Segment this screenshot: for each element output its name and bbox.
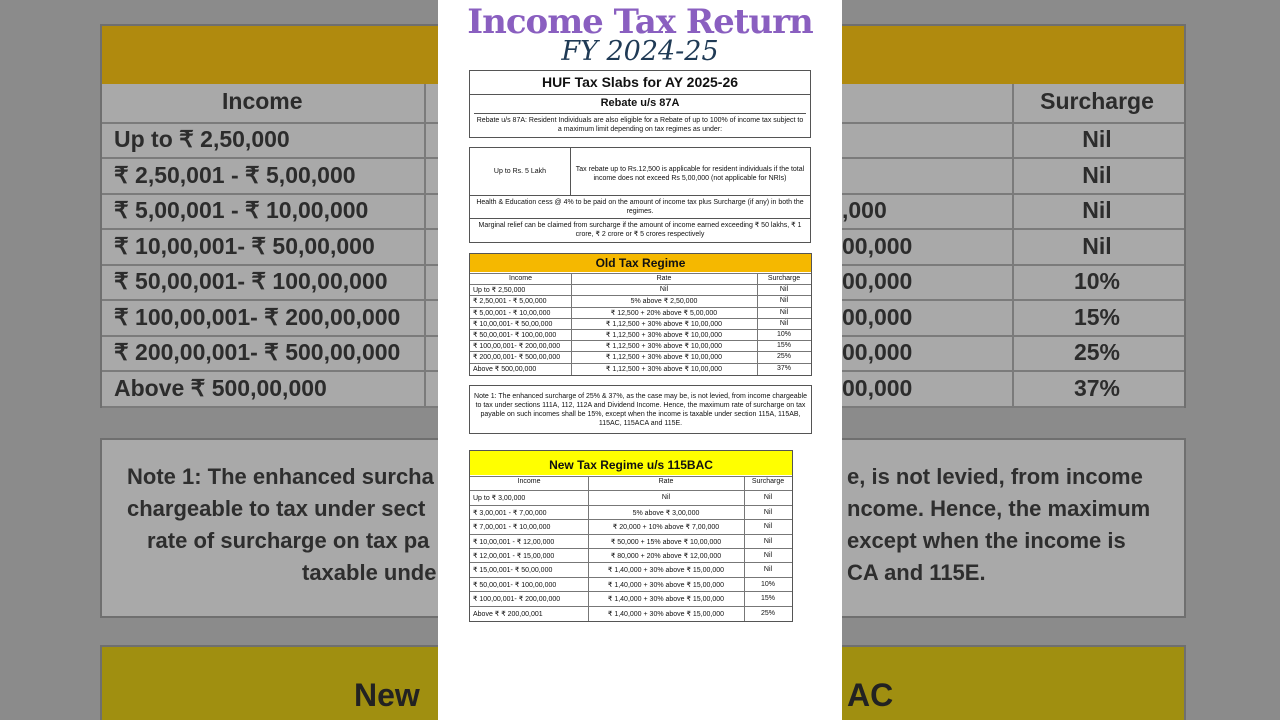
old-regime-table — [469, 253, 812, 376]
income-cell: Up to ₹ 3,00,000 — [473, 495, 526, 503]
table-row — [470, 363, 811, 375]
bg-rate-cell: 00,000 — [842, 374, 913, 401]
bg-surcharge-cell: 25% — [1073, 339, 1121, 365]
rebate-heading: Rebate u/s 87A — [470, 94, 810, 109]
column-divider — [757, 273, 758, 375]
surcharge-cell: 15% — [776, 342, 791, 350]
bg-income-cell: Up to ₹ 2,50,000 — [114, 126, 290, 152]
rate-cell: ₹ 1,40,000 + 30% above ₹ 15,00,000 — [607, 596, 725, 604]
bg-income-cell: Above ₹ 500,00,000 — [114, 374, 327, 401]
rebate-detail: Tax rebate up to Rs.12,500 is applicable for resident individuals if the total income does not exceed Rs 5,00,000 (not applicable for NRIs) — [575, 166, 805, 182]
rate-cell: ₹ 1,12,500 + 30% above ₹ 10,00,000 — [605, 320, 723, 328]
rebate-limit: Up to Rs. 5 Lakh — [470, 148, 571, 195]
bg-rate-cell: ,000 — [842, 197, 887, 223]
bg-income-cell: ₹ 5,00,001 - ₹ 10,00,000 — [114, 197, 369, 223]
rate-cell: ₹ 12,500 + 20% above ₹ 5,00,000 — [610, 309, 718, 317]
marginal-relief-text: Marginal relief can be claimed from surcharge if the amount of income earned exceeding ₹ 50 lakhs, ₹ 1 crore, ₹ 2 crore or ₹ 5 crores respectively — [470, 218, 810, 239]
bg-head-income: Income — [222, 88, 303, 114]
rate-cell: ₹ 1,12,500 + 30% above ₹ 10,00,000 — [605, 332, 723, 339]
surcharge-cell: 10% — [776, 331, 791, 338]
cess-text: Health & Education cess @ 4% to be paid on the amount of income tax plus Surcharge (if any) in both the regimes. — [470, 195, 810, 216]
surcharge-cell: Nil — [763, 566, 773, 574]
bg-rate-cell: 00,000 — [842, 232, 913, 259]
bg-surcharge-cell: Nil — [1082, 161, 1112, 188]
bg-surcharge-cell: Nil — [1082, 232, 1112, 259]
background-new-regime: New AC — [100, 645, 1186, 720]
new_regime-col-header: Rate — [658, 478, 674, 485]
bg-income-cell: ₹ 50,00,001- ₹ 100,00,000 — [114, 268, 388, 294]
bg-income-cell: ₹ 10,00,001- ₹ 50,00,000 — [114, 232, 375, 259]
surcharge-cell: Nil — [779, 297, 789, 305]
surcharge-cell: Nil — [779, 286, 789, 294]
old_regime-col-header: Surcharge — [767, 275, 801, 282]
column-divider — [571, 273, 572, 375]
rate-cell: ₹ 50,000 + 15% above ₹ 10,00,000 — [610, 538, 722, 546]
new-regime-table — [469, 450, 793, 622]
bg-income-cell: ₹ 100,00,001- ₹ 200,00,000 — [114, 303, 401, 330]
note-box — [469, 385, 812, 434]
bg-surcharge-cell: 10% — [1073, 268, 1121, 294]
bg-rate-cell: 00,000 — [842, 303, 913, 330]
income-cell: ₹ 3,00,001 - ₹ 7,00,000 — [473, 509, 547, 517]
surcharge-cell: Nil — [763, 523, 773, 531]
income-cell: ₹ 15,00,001- ₹ 50,00,000 — [473, 567, 553, 575]
surcharge-cell: 25% — [776, 353, 791, 361]
bg-rate-cell: 00,000 — [842, 268, 913, 294]
income-cell: ₹ 100,00,001- ₹ 200,00,000 — [473, 343, 561, 351]
surcharge-cell: Nil — [763, 494, 773, 502]
note-text: Note 1: The enhanced surcharge of 25% & 37%, as the case may be, is not levied, from income chargeable to tax under sections 111A, 112, 112A and Dividend Income. Hence, the maximum rate of surcharge on tax payable on such incomes shall be 15%, except when the income is taxable under section 115A, 115AB, 115AC, 115ACA and 115E. — [474, 393, 807, 427]
bg-income-cell: ₹ 2,50,001 - ₹ 5,00,000 — [114, 161, 356, 188]
surcharge-cell: Nil — [779, 319, 789, 327]
new_regime-col-header: Surcharge — [751, 478, 785, 485]
rate-cell: Nil — [661, 494, 671, 502]
huf-heading: HUF Tax Slabs for AY 2025-26 — [541, 74, 739, 90]
old-regime-heading: Old Tax Regime — [470, 254, 811, 272]
income-cell: ₹ 50,00,001- ₹ 100,00,000 — [473, 581, 557, 589]
income-cell: ₹ 10,00,001 - ₹ 12,00,000 — [473, 538, 555, 546]
surcharge-cell: 15% — [760, 595, 775, 603]
bg-surcharge-cell: Nil — [1082, 126, 1112, 152]
background-note: Note 1: The enhanced surcha chargeable to tax under sect rate of surcharge on tax pa taxable unde e, is not levied, from income ncome. Hence, the maximum except when the income is CA and 115E. — [100, 438, 1186, 618]
rate-cell: ₹ 1,12,500 + 30% above ₹ 10,00,000 — [605, 365, 723, 373]
rate-cell: ₹ 20,000 + 10% above ₹ 7,00,000 — [612, 524, 720, 532]
surcharge-cell: 37% — [776, 364, 791, 372]
new-regime-heading: New Tax Regime u/s 115BAC — [470, 451, 792, 475]
page-subtitle: FY 2024-25 — [561, 36, 719, 67]
old_regime-col-header: Income — [509, 275, 532, 282]
income-cell: ₹ 200,00,001- ₹ 500,00,000 — [473, 354, 561, 362]
income-cell: ₹ 7,00,001 - ₹ 10,00,000 — [473, 524, 551, 532]
rate-cell: ₹ 1,40,000 + 30% above ₹ 15,00,000 — [607, 581, 725, 589]
rate-cell: 5% above ₹ 3,00,000 — [632, 509, 700, 517]
surcharge-cell: Nil — [779, 308, 789, 316]
income-cell: ₹ 50,00,001- ₹ 100,00,000 — [473, 332, 557, 339]
bg-surcharge-cell: 37% — [1073, 374, 1121, 401]
bg-rate-cell: 00,000 — [842, 339, 913, 365]
rate-cell: ₹ 80,000 + 20% above ₹ 12,00,000 — [610, 553, 722, 560]
bg-head-surcharge: Surcharge — [1040, 88, 1154, 114]
page-title: Income Tax Return — [467, 2, 813, 42]
surcharge-cell: Nil — [763, 508, 773, 516]
income-cell: ₹ 2,50,001 - ₹ 5,00,000 — [473, 298, 547, 306]
surcharge-cell: 25% — [760, 609, 775, 617]
bg-income-cell: ₹ 200,00,001- ₹ 500,00,000 — [114, 339, 401, 365]
bg-surcharge-cell: 15% — [1073, 303, 1121, 330]
rate-cell: 5% above ₹ 2,50,000 — [630, 298, 698, 306]
rate-cell: ₹ 1,40,000 + 30% above ₹ 15,00,000 — [607, 610, 725, 618]
rebate-text: Rebate u/s 87A: Resident Individuals are also eligible for a Rebate of up to 100% of income tax subject to a maximum limit depending on tax regimes as under: — [474, 113, 806, 134]
rate-cell: ₹ 1,40,000 + 30% above ₹ 15,00,000 — [607, 567, 725, 575]
income-cell: Up to ₹ 2,50,000 — [473, 287, 526, 295]
surcharge-cell: Nil — [763, 537, 773, 545]
income-cell: ₹ 5,00,001 - ₹ 10,00,000 — [473, 309, 551, 317]
new_regime-col-header: Income — [517, 478, 541, 485]
column-divider — [744, 476, 745, 621]
income-cell: ₹ 10,00,001- ₹ 50,00,000 — [473, 320, 553, 328]
surcharge-cell: 10% — [760, 580, 775, 588]
rate-cell: Nil — [659, 286, 669, 294]
rate-cell: ₹ 1,12,500 + 30% above ₹ 10,00,000 — [605, 343, 723, 351]
rate-cell: ₹ 1,12,500 + 30% above ₹ 10,00,000 — [605, 354, 723, 362]
tax-slab-panel — [438, 0, 842, 720]
income-cell: ₹ 12,00,001 - ₹ 15,00,000 — [473, 553, 555, 560]
surcharge-cell: Nil — [763, 552, 773, 559]
rebate-box — [469, 147, 811, 243]
column-divider — [588, 476, 589, 621]
huf-heading-box — [469, 70, 811, 138]
bg-surcharge-cell: Nil — [1082, 197, 1112, 223]
old_regime-col-header: Rate — [656, 275, 672, 282]
income-cell: Above ₹ ₹ 200,00,001 — [473, 610, 543, 618]
income-cell: ₹ 100,00,001- ₹ 200,00,000 — [473, 596, 561, 604]
income-cell: Above ₹ 500,00,000 — [473, 365, 537, 373]
